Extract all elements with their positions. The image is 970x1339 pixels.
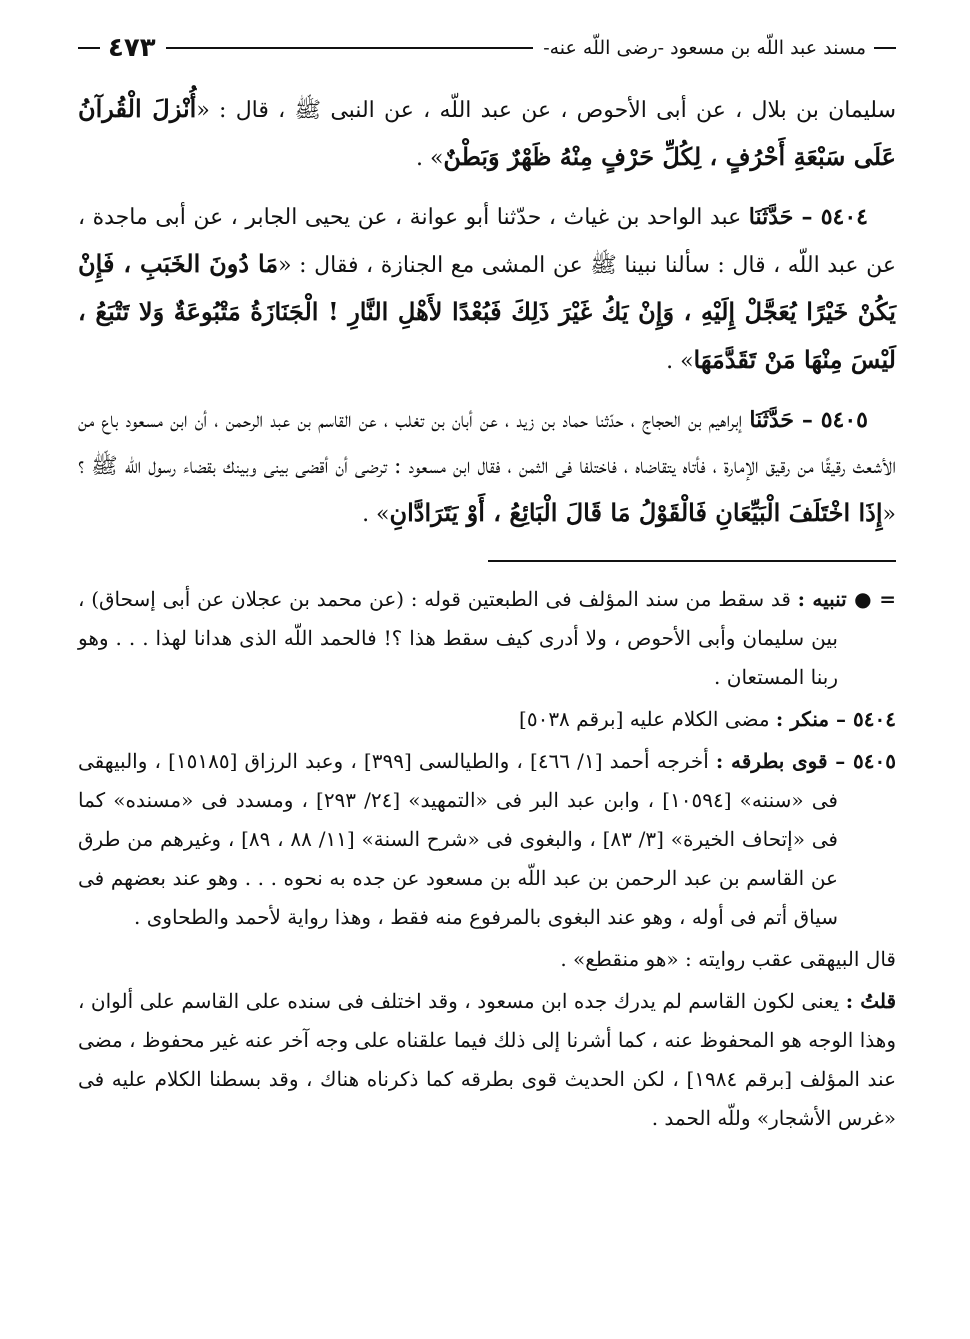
page-header [78,28,896,68]
footnote-bayhaqi [78,940,896,979]
hadith-5404 [78,194,896,385]
footnote-label: ٥٤٠٤ – منكر : [775,707,896,731]
header-dash-left [78,47,100,49]
footnote-separator [488,560,896,562]
footnote-label: قلتُ : [845,989,897,1013]
paragraph-text: عبد الواحد بن غياث ، حدّثنا أبو عوانة ، عن يحيى الجابر ، عن أبى ماجدة ، عن عبد اللّه ، قال : سألنا نبينا ﷺ عن المشى مع الجنازة ، فقال : « [78,205,896,278]
paragraph-continuation [78,86,896,182]
hadith-5405 [78,397,896,538]
footnotes [78,580,896,1138]
footnote-qultu [78,982,896,1138]
footnote-5405 [78,742,896,937]
main-text [78,86,896,538]
paragraph-text: إبراهيم بن الحجاج ، حدّثنا حماد بن زيد ، عن أبان بن تغلب ، عن القاسم بن عبد الرحمن ، أن ابن مسعود باع من الأشعث رقيقًا من رقيق الإمارة ، فأتاه يتقاضاه ، فاختلفا فى الثمن ، فقال ابن مسعود : ترضى أن أقضى بينى وبينك بقضاء رسول اللّه ﷺ ؟ « [78,408,896,527]
header-dash-right [874,47,896,49]
hadith-text: مَا دُونَ الخَبَبِ ، فَإِنْ يَكُنْ خَيْرًا يُعَجَّلْ إِلَيْهِ ، وَإِنْ يَكُ غَيْرَ ذَلِكَ فَبُعْدًا لأَهْلِ النَّارِ ! الْجَنَازَةُ مَتْبُوعَةٌ وَلا تَتْبَعُ ، لَيْسَ مِنْهَا مَنْ تَقَدَّمَهَا [78,249,896,374]
hadith-text: إِذَا اخْتَلَفَ الْبَيِّعَانِ فَالْقَوْلُ مَا قَالَ الْبَائِعُ ، أَوْ يَتَرَادَّانِ [389,498,883,527]
paragraph-text: سليمان بن بلال ، عن أبى الأحوص ، عن عبد اللّه ، عن النبى ﷺ ، قال : « [196,98,896,123]
hadith-text: أُنْزلَ الْقُرآنُ عَلَى سَبْعَةِ أَحْرُفٍ ، لِكُلِّ حَرْفٍ مِنْهُ ظَهْرٌ وَبَطْنٌ [78,94,896,171]
paragraph-end: » . [415,146,444,171]
footnote-text: مضى الكلام عليه [برقم ٥٠٣٨] [519,707,770,731]
notice-text: قد سقط من سند المؤلف فى الطبعتين قوله : (عن محمد بن عجلان عن أبى إسحاق) ، بين سليمان وأبى الأحوص ، ولا أدرى كيف سقط هذا ؟! فالحمد اللّه الذى هدانا لهذا . . . وهو ربنا المستعان . [78,587,838,689]
footnote-label: ٥٤٠٥ – قوى بطرقه : [715,749,896,773]
hadith-number: ٥٤٠٥ – حَدَّثَنَا [749,407,868,433]
footnote-text: أخرجه أحمد [١/ ٤٦٦] ، والطيالسى [٣٩٩] ، وعبد الرزاق [١٥١٨٥] ، والبيهقى فى «سننه» [١٠٥٩٤] ، وابن عبد البر فى «التمهيد» [٢٤/ ٢٩٣] ، ومسدد فى «مسنده» كما فى «إتحاف الخيرة» [٣/ ٨٣] ، والبغوى فى «شرح السنة» [١١/ ٨٨ ، ٨٩] ، وغيرهم من طرق عن القاسم بن عبد الرحمن بن عبد اللّه بن مسعود عن جده به نحوه . . . وهو عند بعضهم فى سياق أتم فى أوله ، وهو عند البغوى بالمرفوع منه فقط ، وهذا رواية لأحمد والطحاوى . [78,749,838,929]
paragraph-end: » . [666,349,694,374]
footnote-text: قال البيهقى عقب روايته : «هو منقطع» . [560,947,896,971]
header-rule [166,47,534,49]
header-title: مسند عبد اللّه بن مسعود -رضى اللّه عنه- [543,37,866,59]
notice-label: = ● تنبيه : [797,587,897,611]
footnote-notice [78,580,896,697]
book-page [78,28,896,1138]
hadith-number: ٥٤٠٤ – حَدَّثَنَا [748,204,868,230]
page-number: ٤٧٣ [108,33,156,63]
footnote-5404 [78,700,896,739]
paragraph-end: » . [362,502,390,527]
footnote-text: يعنى لكون القاسم لم يدرك جده ابن مسعود ، وقد اختلف فى سنده على القاسم على ألوان ، وهذا الوجه هو المحفوظ عنه ، كما أشرنا إلى ذلك فيما علقناه على وجه آخر عنه غير محفوظ ، مضى عند المؤلف [برقم ١٩٨٤] ، لكن الحديث قوى بطرقه كما ذكرناه هناك ، وقد بسطنا الكلام عليه فى «غرس الأشجار» وللّه الحمد . [78,989,896,1130]
